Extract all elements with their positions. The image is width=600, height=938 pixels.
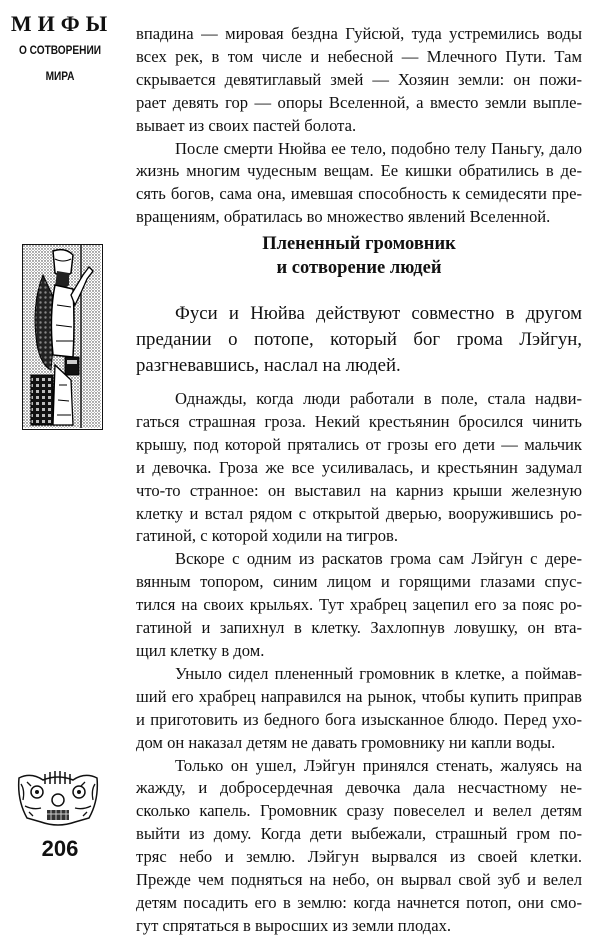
- text-line: гут спрятаться в выросших из земли плодах.: [136, 915, 452, 935]
- text-line: ший его храбрец направился на рынок, чтобы купить приправ: [136, 686, 582, 706]
- mask-ornament-icon: [15, 770, 101, 827]
- lead-paragraph: [136, 301, 582, 379]
- text-line: вянным топором, синим лицом и горящими глазами спус-: [136, 572, 582, 592]
- text-line: всех рек, в том числе и небесной — Млечного Пути. Там: [136, 46, 582, 66]
- text-line: гатиной и запихнул в клетку. Захлопнув ловушку, он вта-: [136, 618, 582, 638]
- text-line: гатиной, с которой ходили на тигров.: [136, 526, 399, 546]
- text-line: тился на своих крыльях. Тут храбрец зацепил его за пояс ро-: [136, 595, 582, 615]
- lead-line: предании о потопе, который бог грома Лэйгун,: [136, 329, 582, 350]
- text-line: и девочка. Гроза же все усиливалась, и крестьянин задумал: [136, 457, 582, 477]
- text-line: детям посадить его в землю: когда начнется потоп, они смо-: [136, 892, 582, 912]
- section-heading: [136, 232, 582, 280]
- text-line: сколько капель. Громовник сразу повеселел и велел детям: [136, 801, 582, 821]
- text-line: Только он ушел, Лэйгун принялся стенать, жалуясь на: [175, 755, 582, 775]
- text-line: рает девять гор — опоры Вселенной, а вместо земли выпле-: [136, 92, 582, 112]
- text-line: вывает из своих пастей болота.: [136, 115, 357, 135]
- ornament-vignette: [15, 770, 101, 827]
- text-line: и приготовить из бедного бога изысканное блюдо. Перед ухо-: [136, 709, 582, 729]
- text-line: впадина — мировая бездна Гуйсюй, туда устремились воды: [136, 24, 582, 43]
- text-line: Прежде чем подняться на небо, он вырвал свой зуб и велел: [136, 870, 582, 890]
- body-text-bottom: [136, 388, 582, 938]
- text-line: вращениям, обратилась во множество явлений Вселенной.: [136, 207, 551, 227]
- running-header-title: МИФЫ: [10, 11, 114, 36]
- lead-line: Фуси и Нюйва действуют совместно в другом: [175, 303, 582, 324]
- page-number: 206: [41, 836, 79, 861]
- body-text-top: [136, 23, 582, 229]
- running-header-subtitle-2: МИРА: [45, 71, 75, 83]
- text-line: Вскоре с одним из раскатов грома сам Лэйгун с дере-: [175, 549, 582, 569]
- running-header-subtitle: О СОТВОРЕНИИ: [18, 45, 102, 57]
- text-line: жажду, и добросердечная девочка дала несчастному не-: [136, 778, 582, 798]
- text-line: сять богов, сама она, имевшая способность к семидесяти пре-: [136, 184, 582, 204]
- running-header: [0, 12, 120, 84]
- text-line: дом он наказал детям не давать громовнику ни капли воды.: [136, 732, 556, 752]
- text-line: что-то странное: он выставил на карниз крыши железную: [136, 480, 582, 500]
- text-line: клетку и встал рядом с открытой дверью, вооружившись ро-: [136, 503, 582, 523]
- text-line: скрывается девятиглавый змей — Хозяин земли: он пожи-: [136, 69, 582, 89]
- text-line: тряс небо и землю. Лэйгун вырвался из своей клетки.: [136, 847, 582, 867]
- text-line: Уныло сидел плененный громовник в клетке, а поймав-: [175, 663, 582, 683]
- deity-relief-illustration: [22, 244, 103, 430]
- section-heading-line-2: и сотворение людей: [276, 258, 442, 278]
- section-heading-line-1: Плененный громовник: [262, 234, 456, 254]
- text-line: После смерти Нюйва ее тело, подобно телу Паньгу, дало: [175, 138, 582, 158]
- text-line: выйти из дому. Когда дети выбежали, страшный гром по-: [136, 824, 582, 844]
- lead-line: разгневавшись, наслал на людей.: [136, 355, 401, 376]
- text-line: гаться страшная гроза. Некий крестьянин бросился чинить: [136, 411, 582, 431]
- text-line: Однажды, когда люди работали в поле, стала надви-: [175, 389, 582, 408]
- text-line: жизнь многим чудесным вещам. Ее кишки обратились в де-: [136, 161, 582, 181]
- text-line: щил клетку в дом.: [136, 640, 265, 660]
- text-line: крышу, под которой прятались от грозы его дети — мальчик: [136, 434, 582, 454]
- deity-figure-icon: [23, 245, 101, 428]
